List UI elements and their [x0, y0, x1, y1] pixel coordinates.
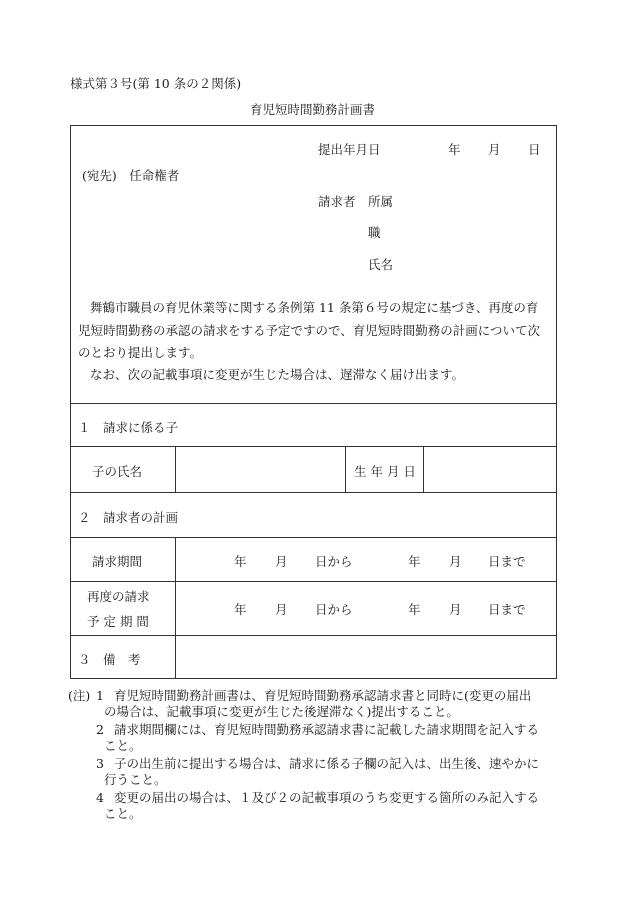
note-3-line2: 行うこと。 [104, 772, 167, 787]
replanned-start-month: 月 [275, 602, 288, 617]
divider-birthdate-label [423, 446, 424, 492]
section2-heading: ２ 請求者の計画 [78, 510, 179, 525]
note-4-line1: 変更の届出の場合は、１及び２の記載事項のうち変更する箇所のみ記入する [114, 790, 540, 805]
remarks-heading: ３ 備 考 [78, 652, 141, 667]
notes-prefix: (注) [68, 688, 91, 703]
document-title: 育児短時間勤務計画書 [250, 102, 376, 117]
note-1-line2: の場合は、記載事項に変更が生じた後遅滞なく)提出すること。 [104, 704, 459, 719]
note-2-line2: こと。 [104, 738, 142, 753]
replanned-label-line2: 予 定 期 間 [87, 614, 149, 629]
submit-year: 年 [448, 142, 461, 157]
addressee: (宛先) 任命権者 [82, 168, 180, 183]
note-4-number: 4 [96, 790, 104, 805]
replanned-label-line1: 再度の請求 [87, 589, 150, 604]
requester-label: 請求者 [318, 194, 356, 209]
notice-paragraph: なお、次の記載事項に変更が生じた場合は、遅滞なく届け出ます。 [90, 367, 465, 382]
divider-section2 [70, 492, 557, 493]
statement-paragraph: 舞鶴市職員の育児休業等に関する条例第 11 条第６号の規定に基づき、再度の育児短時間勤務の承認の請求をする予定ですので、育児短時間勤務の計画について次のとおり提出します。 [78, 300, 541, 360]
period-end-day: 日まで [488, 554, 526, 569]
divider-child-name-cell [345, 446, 346, 492]
position-label: 職 [368, 225, 381, 240]
period-start-day: 日から [315, 554, 353, 569]
replanned-start-year: 年 [234, 602, 247, 617]
note-3-number: 3 [96, 756, 104, 771]
note-1-number: 1 [96, 688, 104, 703]
period-end-month: 月 [449, 554, 462, 569]
note-2-line1: 請求期間欄には、育児短時間勤務承認請求書に記載した請求期間を記入する [114, 722, 540, 737]
divider-replanned-row-top [70, 581, 557, 582]
affiliation-label: 所属 [368, 194, 394, 209]
divider-period-row-top [70, 537, 557, 538]
submit-day: 日 [528, 142, 541, 157]
note-4-line2: こと。 [104, 806, 142, 821]
divider-plan-label [175, 537, 176, 679]
period-start-year: 年 [234, 554, 247, 569]
birthdate-label: 生 年 月 日 [354, 464, 416, 479]
note-3-line1: 子の出生前に提出する場合は、請求に係る子欄の記入は、出生後、速やかに [114, 756, 540, 771]
form-number: 様式第３号(第 10 条の２関係) [70, 76, 242, 91]
submit-date-label: 提出年月日 [318, 142, 381, 157]
period-end-year: 年 [408, 554, 421, 569]
period-start-month: 月 [275, 554, 288, 569]
replanned-end-month: 月 [449, 602, 462, 617]
note-2-number: 2 [96, 722, 104, 737]
child-name-label: 子の氏名 [92, 464, 143, 479]
section1-heading: １ 請求に係る子 [78, 420, 179, 435]
submit-month: 月 [488, 142, 501, 157]
replanned-start-day: 日から [315, 602, 353, 617]
replanned-end-year: 年 [408, 602, 421, 617]
divider-section1 [70, 403, 557, 404]
period-label: 請求期間 [92, 554, 143, 569]
note-1-line1: 育児短時間勤務計画書は、育児短時間勤務承認請求書と同時に(変更の届出 [114, 688, 532, 703]
replanned-end-day: 日まで [488, 602, 526, 617]
name-label: 氏名 [368, 257, 394, 272]
divider-child-row-top [70, 446, 557, 447]
divider-remarks-row-top [70, 635, 557, 636]
divider-child-label [175, 446, 176, 492]
